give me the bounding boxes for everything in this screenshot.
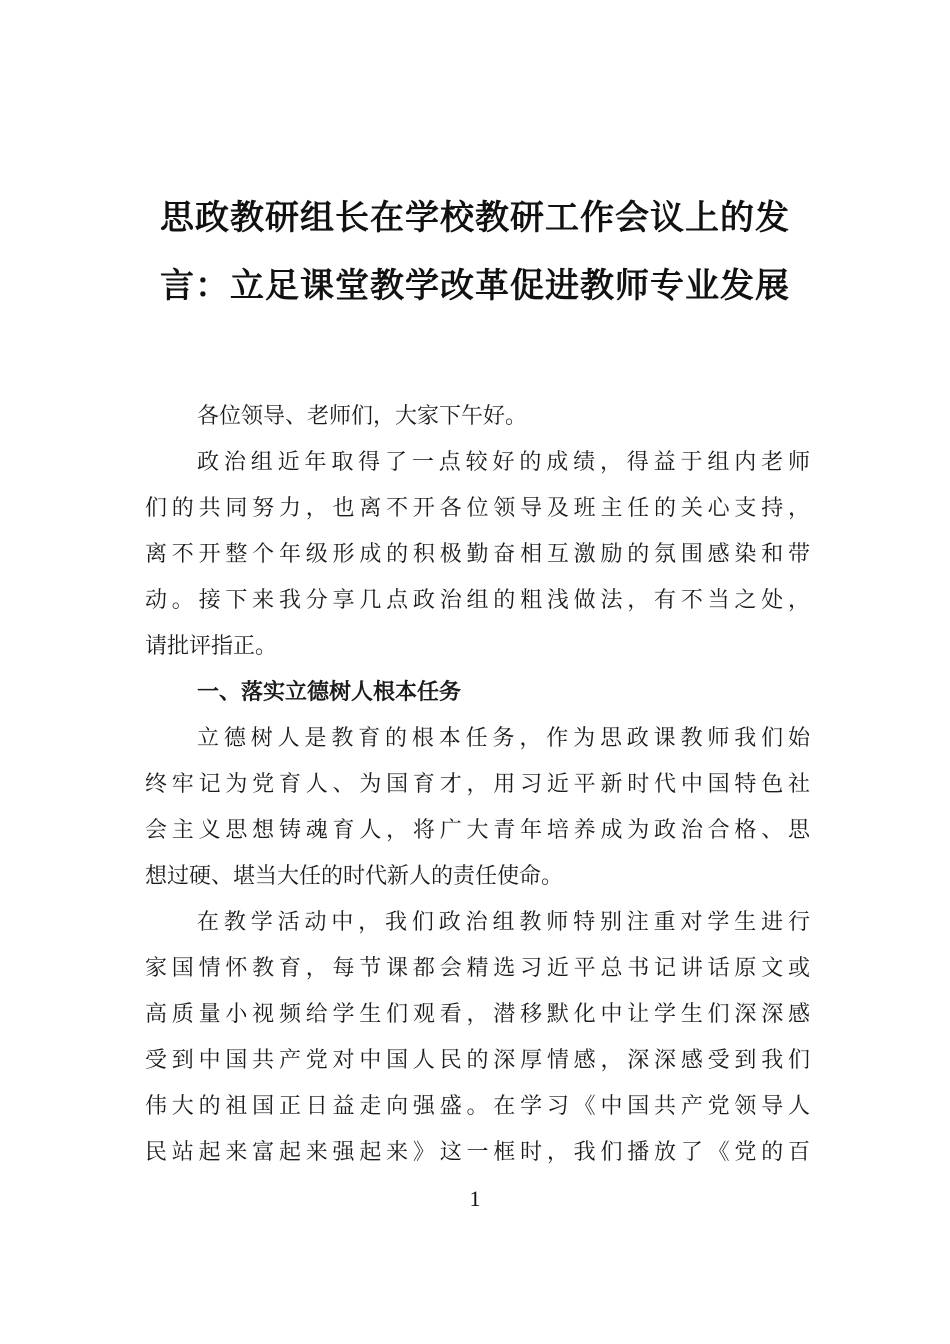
document-body (145, 394, 810, 1176)
section-paragraph-2 (145, 900, 810, 1176)
paragraph-line: 请批评指正。 (145, 634, 278, 659)
paragraph-line: 动。接下来我分享几点政治组的粗浅做法，有不当之处， (145, 588, 810, 613)
title-line-1: 思政教研组长在学校教研工作会议上的发 (160, 198, 790, 238)
paragraph-line: 在教学活动中，我们政治组教师特别注重对学生进行 (197, 910, 810, 935)
document-title (130, 184, 820, 320)
section-heading: 一、落实立德树人根本任务 (197, 680, 462, 705)
paragraph-line: 政治组近年取得了一点较好的成绩，得益于组内老师 (197, 450, 810, 475)
intro-paragraph (145, 440, 810, 670)
paragraph-line: 家国情怀教育，每节课都会精选习近平总书记讲话原文或 (145, 956, 810, 981)
paragraph-line: 们的共同努力，也离不开各位领导及班主任的关心支持， (145, 496, 810, 521)
paragraph-line: 会主义思想铸魂育人，将广大青年培养成为政治合格、思 (145, 818, 810, 843)
paragraph-line: 想过硬、堪当大任的时代新人的责任使命。 (145, 864, 564, 889)
paragraph-line: 立德树人是教育的根本任务，作为思政课教师我们始 (197, 726, 810, 751)
paragraph-line: 终牢记为党育人、为国育才，用习近平新时代中国特色社 (145, 772, 810, 797)
paragraph-line: 离不开整个年级形成的积极勤奋相互激励的氛围感染和带 (145, 542, 810, 567)
greeting: 各位领导、老师们，大家下午好。 (197, 404, 528, 429)
section-paragraph-1 (145, 716, 810, 900)
paragraph-line: 高质量小视频给学生们观看，潜移默化中让学生们深深感 (145, 1002, 810, 1027)
title-line-2: 言：立足课堂教学改革促进教师专业发展 (160, 266, 790, 306)
paragraph-line: 民站起来富起来强起来》这一框时，我们播放了《党的百 (145, 1140, 810, 1165)
paragraph-line: 受到中国共产党对中国人民的深厚情感，深深感受到我们 (145, 1048, 810, 1073)
page-number: 1 (469, 1186, 481, 1211)
paragraph-line: 伟大的祖国正日益走向强盛。在学习《中国共产党领导人 (145, 1094, 810, 1119)
